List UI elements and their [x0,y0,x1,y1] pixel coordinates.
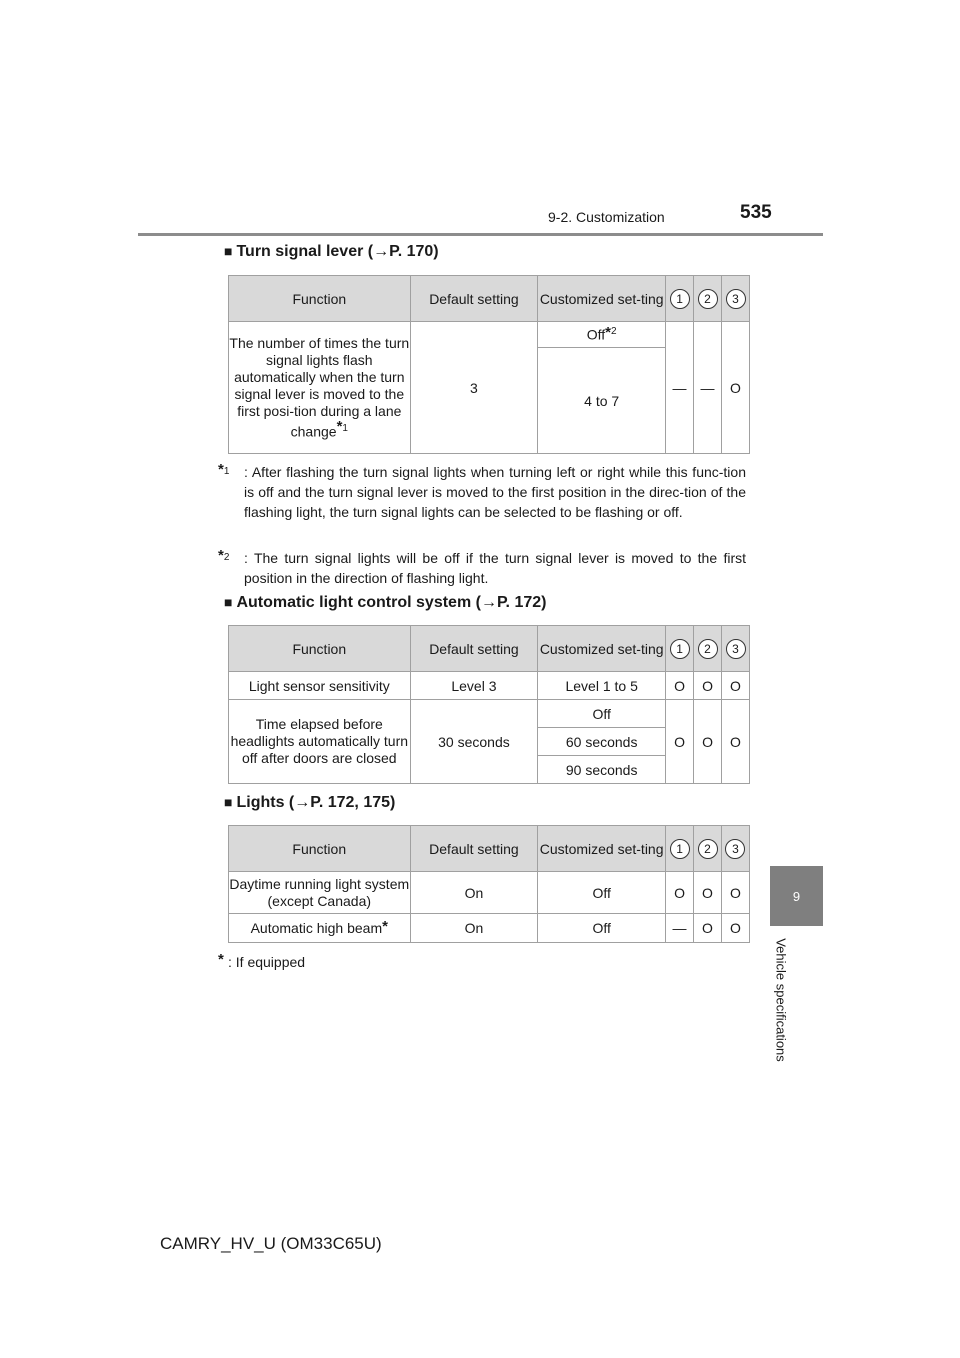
turn-signal-c1: — [666,322,694,454]
high-beam-function-text: Automatic high beam [250,919,383,936]
header-col1 [666,626,694,672]
footnote-equipped-text: : If equipped [228,954,306,970]
drl-custom: Off [538,872,666,914]
arrow-right-icon: → [373,243,390,260]
headlight-off-option-2: 60 seconds [538,728,666,756]
light-sensor-c3: O [722,672,750,700]
table-row [229,872,750,914]
headlight-off-function: Time elapsed before headlights automatically turn off after doors are closed [229,700,411,784]
auto-light-table [228,625,750,784]
drl-c2: O [694,872,722,914]
footnote-1 [218,462,746,522]
header-default-setting: Default setting [410,276,538,322]
footer-model: CAMRY_HV_U (OM33C65U) [160,1234,382,1253]
square-bullet-icon: ■ [224,794,233,810]
footnote-1-text: : After flashing the turn signal lights when turning left or right while this func-tion is off and the turn signal lever is moved to the first position in the direc-tion of the flashing light, the turn signal lights can be selected to be flashing or off. [244,464,746,520]
lights-title [224,794,395,812]
drl-function: Daytime running light system (except Canada) [229,872,411,914]
light-sensor-c2: O [694,672,722,700]
header-customized-setting: Customized set-ting [538,276,666,322]
page-number: 535 [740,202,772,223]
lights-title-text: Lights ( [236,794,295,811]
header-function: Function [229,276,411,322]
header-divider [138,233,823,236]
square-bullet-icon: ■ [224,594,233,610]
arrow-right-icon: → [480,594,497,611]
auto-light-ref: P. 172) [496,594,547,611]
section-header: 9-2. Customization [548,209,665,225]
chapter-label [768,930,794,1070]
turn-signal-ref: P. 170) [389,243,439,260]
table-row [229,914,750,943]
headlight-off-option-3: 90 seconds [538,756,666,784]
turn-signal-option-range: 4 to 7 [538,348,666,454]
table-row [229,672,750,700]
turn-signal-function [229,322,411,454]
circle-1-icon: 1 [670,639,690,659]
footnote-mark: * [336,417,343,435]
footnote-number: 1 [342,422,348,434]
chapter-label-text: Vehicle specifications [773,938,789,1062]
lights-ref: P. 172, 175) [310,794,396,811]
footnote-number: 2 [611,326,617,337]
circle-3-icon: 3 [726,289,746,309]
headlight-off-c3: O [722,700,750,784]
circle-1-icon: 1 [670,839,690,859]
circle-1-icon: 1 [670,289,690,309]
option-off-text: Off [586,326,606,343]
header-col2 [694,826,722,872]
turn-signal-title-text: Turn signal lever ( [236,243,374,260]
high-beam-c3: O [721,914,749,943]
square-bullet-icon: ■ [224,243,233,259]
header-customized-setting: Customized set-ting [538,826,666,872]
turn-signal-c3: O [722,322,750,454]
drl-c1: O [666,872,694,914]
headlight-off-default: 30 seconds [410,700,538,784]
footnote-1-mark: *$^1$ [218,461,230,478]
high-beam-c1: — [666,914,694,943]
drl-default: On [410,872,538,914]
turn-signal-function-text: The number of times the turn signal lights flash automatically when the turn signal lever is moved to the first posi-tion during a lane change [229,334,410,440]
headlight-off-c1: O [666,700,694,784]
header-col2 [694,626,722,672]
lights-table [228,825,750,943]
footnote-2-mark: *$^2$ [218,547,230,564]
light-sensor-custom: Level 1 to 5 [538,672,666,700]
auto-light-title [224,594,546,612]
light-sensor-function: Light sensor sensitivity [229,672,411,700]
footnote-mark: * [605,324,612,341]
header-col1 [666,826,694,872]
turn-signal-option-off [538,322,666,348]
turn-signal-c2: — [694,322,722,454]
header-default-setting: Default setting [410,626,538,672]
header-col3 [722,626,750,672]
circle-2-icon: 2 [698,639,718,659]
circle-2-icon: 2 [698,289,718,309]
header-col3 [722,276,750,322]
light-sensor-default: Level 3 [410,672,538,700]
table-row [229,700,750,728]
footnote-2-text: : The turn signal lights will be off if the turn signal lever is moved to the first position in the direction of flashing light. [244,550,746,586]
turn-signal-title [224,243,439,261]
turn-signal-default: 3 [410,322,538,454]
footnote-mark: * [382,917,388,935]
header-col2 [694,276,722,322]
arrow-right-icon: → [294,794,311,811]
high-beam-function [229,914,411,943]
drl-c3: O [721,872,749,914]
headlight-off-option-1: Off [538,700,666,728]
circle-3-icon: 3 [726,639,746,659]
high-beam-default: On [410,914,538,943]
chapter-tab: 9 [770,866,823,926]
circle-3-icon: 3 [725,839,745,859]
headlight-off-c2: O [694,700,722,784]
header-function: Function [229,826,411,872]
header-customized-setting: Customized set-ting [538,626,666,672]
header-col1 [666,276,694,322]
header-col3 [721,826,749,872]
circle-2-icon: 2 [698,839,718,859]
turn-signal-table [228,275,750,454]
footnote-equipped [218,952,618,972]
high-beam-custom: Off [538,914,666,943]
auto-light-title-text: Automatic light control system ( [236,594,481,611]
high-beam-c2: O [694,914,722,943]
footnote-equipped-mark: * [218,951,224,968]
footnote-2 [218,548,746,588]
header-default-setting: Default setting [410,826,538,872]
light-sensor-c1: O [666,672,694,700]
header-function: Function [229,626,411,672]
